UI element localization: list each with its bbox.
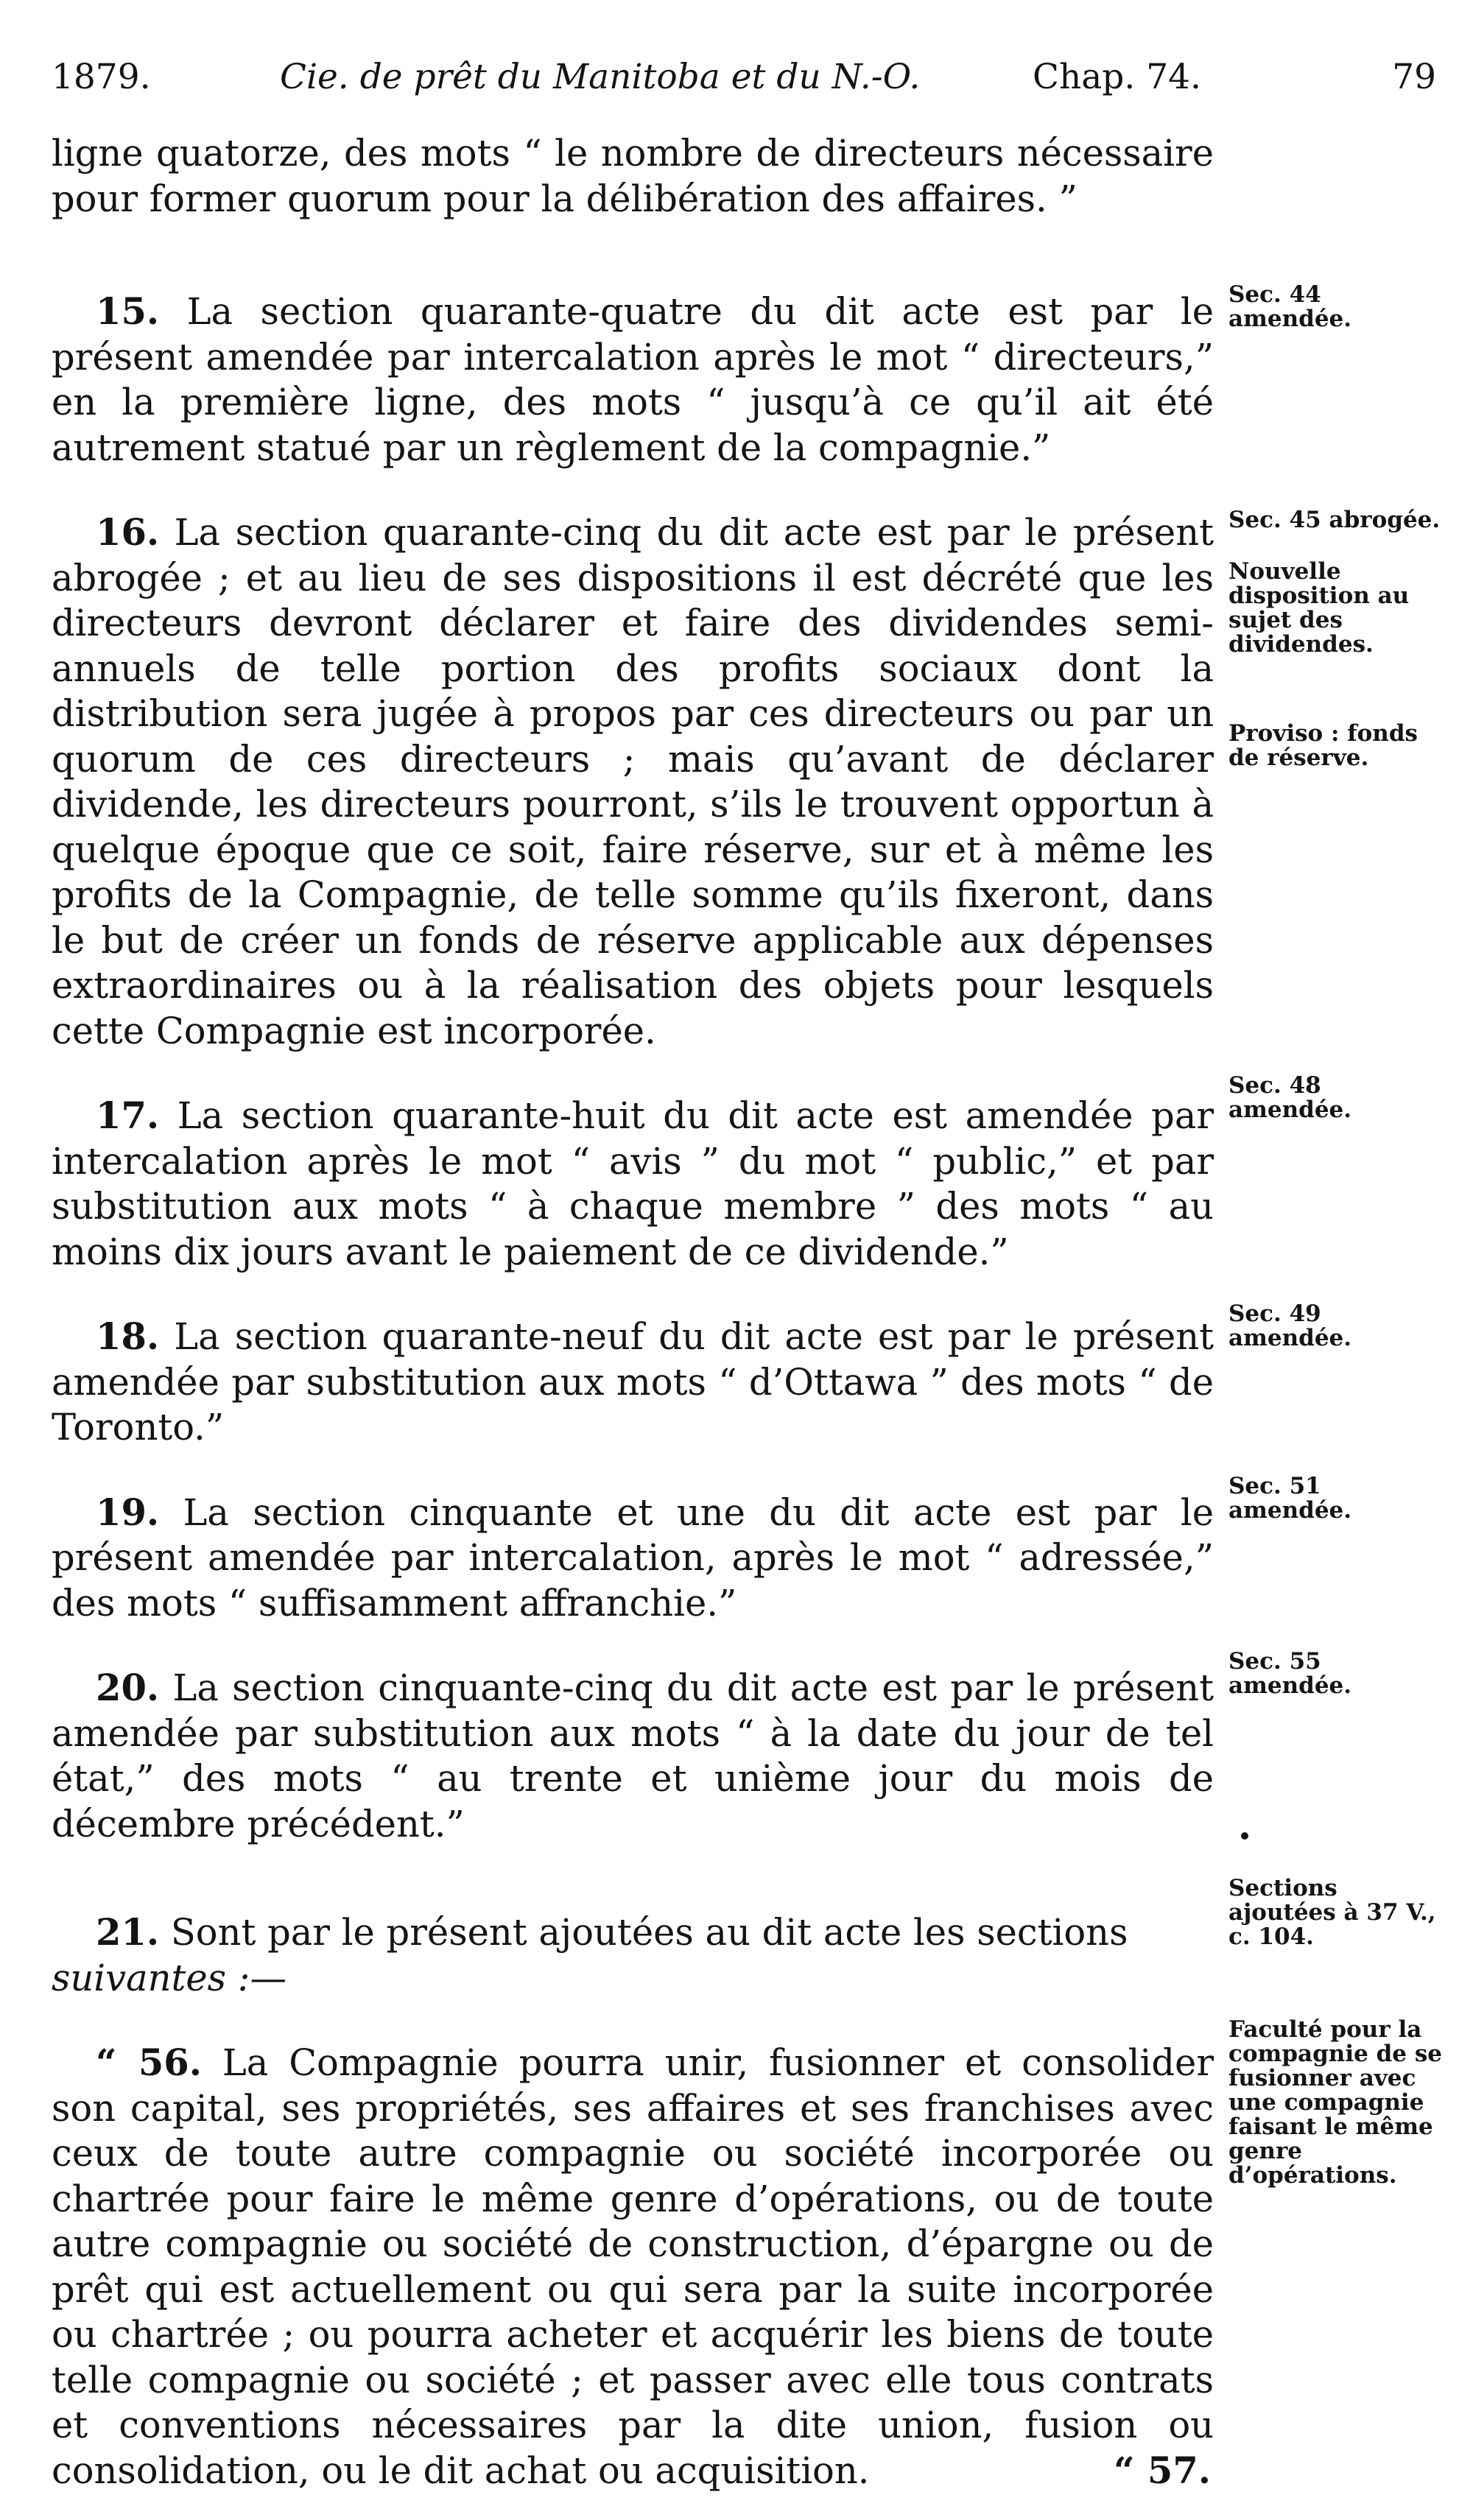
margin-note-sec-55: Sec. 55 amendée.: [1228, 1648, 1352, 1699]
margin-note-amalgamation: Faculté pour la compagnie de se fusionner avec une compagnie faisant le même genre d’opérations.: [1228, 2016, 1442, 2189]
section-text: La section cinquante-cinq du dit acte est par le présent amendée par substitution aux mots “ à la date du jour de tel état,” des mots “ au trente et unième jour du mois de décembre précédent.”: [52, 1666, 1214, 1845]
next-section-marker: “ 57.: [1114, 2449, 1211, 2492]
margin-note-reserve: Proviso : fonds de réserve.: [1228, 720, 1418, 771]
section-20: [52, 1666, 1214, 1847]
margin-note-dividends: Nouvelle disposition au sujet des dividendes.: [1228, 558, 1410, 658]
section-18: [52, 1314, 1214, 1451]
section-number: “ 56.: [96, 2041, 202, 2084]
stray-dot-mark: [1241, 1832, 1248, 1840]
margin-note-sec-44: Sec. 44 amendée.: [1228, 281, 1352, 332]
header-title: Cie. de prêt du Manitoba et du N.-O.: [280, 57, 921, 97]
section-text: La section cinquante et une du dit acte est par le présent amendée par intercalation, après le mot “ adressée,” des mots “ suffisamment affranchie.”: [52, 1490, 1214, 1625]
margin-note-sec-45: Sec. 45 abrogée.: [1228, 507, 1441, 533]
section-17: [52, 1094, 1214, 1275]
section-number: 21.: [96, 1911, 160, 1954]
section-56: [52, 2041, 1214, 2493]
margin-note-added-sections: Sections ajoutées à 37 V., c. 104.: [1228, 1875, 1436, 1950]
header-chapter: Chap. 74.: [1033, 57, 1201, 97]
section-text: La section quarante-huit du dit acte est amendée par intercalation après le mot “ avis ” du mot “ public,” et par substitution aux mots “ à chaque membre ” des mots “ au moins dix jours avant le paiement de ce dividende.”: [52, 1094, 1214, 1273]
section-text: Sont par le présent ajoutées au dit acte les sections: [170, 1911, 1128, 1954]
section-text: La section quarante-cinq du dit acte est par le présent abrogée ; et au lieu de ses dispositions il est décrété que les directeurs devront déclarer et faire des dividendes semi-annuels de telle portion des profits sociaux dont la distribution sera jugée à propos par ces directeurs ou par un quorum de ces directeurs ; mais qu’avant de déclarer dividende, les directeurs pourront, s’ils le trouvent opportun à quelque époque que ce soit, faire réserve, sur et à même les profits de la Compagnie, de telle somme qu’ils fixeront, dans le but de créer un fonds de réserve applicable aux dépenses extraordinaires ou à la réalisation des objets pour lesquels cette Compagnie est incorporée.: [52, 511, 1214, 1052]
header-year: 1879.: [52, 57, 151, 97]
section-number: 19.: [96, 1490, 160, 1534]
margin-note-sec-49: Sec. 49 amendée.: [1228, 1301, 1352, 1351]
running-header: [52, 52, 1436, 103]
section-text-italic: suivantes :—: [52, 1956, 286, 1999]
section-text: La section quarante-quatre du dit acte est par le présent amendée par intercalation après le mot “ directeurs,” en la première ligne, des mots “ jusqu’à ce qu’il ait été autrement statué par un règlement de la compagnie.”: [52, 290, 1214, 469]
section-21: [52, 1910, 1214, 2001]
intro-paragraph: ligne quatorze, des mots “ le nombre de directeurs nécessaire pour former quorum pour la délibération des affaires. ”: [52, 132, 1214, 220]
section-number: 15.: [96, 290, 160, 333]
section-number: 18.: [96, 1315, 160, 1358]
margin-note-sec-48: Sec. 48 amendée.: [1228, 1072, 1352, 1123]
section-19: [52, 1490, 1214, 1627]
section-15: [52, 289, 1214, 471]
section-16: [52, 510, 1214, 1054]
section-number: 16.: [96, 511, 160, 554]
section-text: La section quarante-neuf du dit acte est par le présent amendée par substitution aux mots “ d’Ottawa ” des mots “ de Toronto.”: [52, 1315, 1214, 1449]
body-text: [52, 131, 1214, 2493]
section-number: 20.: [96, 1666, 160, 1709]
page-number: 79: [1392, 57, 1436, 97]
section-text: La Compagnie pourra unir, fusionner et consolider son capital, ses propriétés, ses affaires et ses franchises avec ceux de toute autre compagnie ou société incorporée ou chartrée pour faire le même genre d’opérations, ou de toute autre compagnie ou société de construction, d’épargne ou de prêt qui est actuellement ou qui sera par la suite incorporée ou chartrée ; ou pourra acheter et acquérir les biens de toute telle compagnie ou société ; et passer avec elle tous contrats et conventions nécessaires par la dite union, fusion ou consolidation, ou le dit achat ou acquisition.: [52, 2041, 1214, 2492]
margin-note-sec-51: Sec. 51 amendée.: [1228, 1473, 1352, 1524]
section-number: 17.: [96, 1094, 160, 1137]
